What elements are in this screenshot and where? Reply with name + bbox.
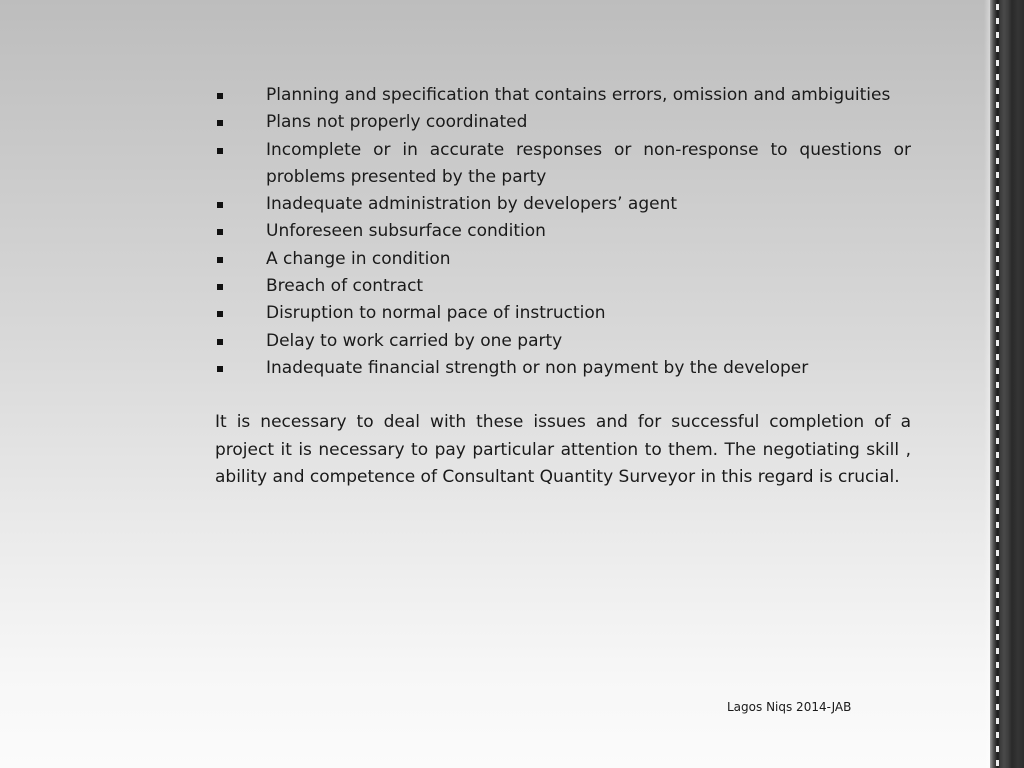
square-bullet-icon — [217, 120, 223, 126]
bullet-text: Inadequate financial strength or non payment by the developer — [266, 357, 809, 378]
film-strip-dash — [996, 242, 999, 248]
film-strip-dash — [996, 606, 999, 612]
square-bullet-icon — [217, 339, 223, 345]
film-strip-dash — [996, 550, 999, 556]
film-strip-dash — [996, 270, 999, 276]
film-strip-dash — [996, 578, 999, 584]
film-strip-dash — [996, 130, 999, 136]
square-bullet-icon — [217, 93, 223, 99]
square-bullet-icon — [217, 257, 223, 263]
film-strip-dash — [996, 32, 999, 38]
summary-paragraph: It is necessary to deal with these issues and for successful completion of a project it is necessary to pay particular attention to them. The negotiating skill , ability and competence of Consultant Quantity Surveyor in this regard is crucial. — [215, 412, 911, 487]
film-strip-dash — [996, 298, 999, 304]
film-strip-dash — [996, 564, 999, 570]
bullet-text: Delay to work carried by one party — [266, 330, 563, 351]
film-strip-dash — [996, 214, 999, 220]
film-strip-dash — [996, 452, 999, 458]
film-strip-dash — [996, 760, 999, 766]
film-strip-dash — [996, 354, 999, 360]
bullet-text: Inadequate administration by developers’ agent — [266, 194, 678, 215]
film-strip-dash — [996, 144, 999, 150]
film-strip-dash — [996, 634, 999, 640]
film-strip-border — [990, 0, 1024, 768]
film-strip-dash — [996, 508, 999, 514]
film-strip-dash — [996, 256, 999, 262]
film-strip-dash — [996, 494, 999, 500]
film-strip-dash — [996, 396, 999, 402]
film-strip-dash — [996, 18, 999, 24]
film-strip-dash — [996, 410, 999, 416]
bullet-item — [215, 109, 911, 136]
bullet-text: Incomplete or in accurate responses or non-response to questions or problems presented by the party — [266, 139, 911, 187]
film-strip-dash — [996, 676, 999, 682]
bullet-text: Disruption to normal pace of instruction — [266, 303, 606, 324]
bullet-item — [215, 218, 911, 245]
film-strip-dash — [996, 424, 999, 430]
film-strip-dash — [996, 284, 999, 290]
bullet-item — [215, 246, 911, 273]
film-strip-dash — [996, 690, 999, 696]
square-bullet-icon — [217, 311, 223, 317]
bullet-item — [215, 300, 911, 327]
film-strip-dash — [996, 340, 999, 346]
bullet-item — [215, 328, 911, 355]
bullet-text: Plans not properly coordinated — [266, 112, 528, 133]
film-strip-dash — [996, 718, 999, 724]
film-strip-dash — [996, 536, 999, 542]
bullet-item — [215, 273, 911, 300]
film-strip-dash — [996, 46, 999, 52]
square-bullet-icon — [217, 284, 223, 290]
square-bullet-icon — [217, 366, 223, 372]
film-strip-dash — [996, 326, 999, 332]
film-strip-dash — [996, 74, 999, 80]
square-bullet-icon — [217, 229, 223, 235]
film-strip-dash — [996, 620, 999, 626]
film-strip-dash — [996, 158, 999, 164]
film-strip-dash — [996, 200, 999, 206]
film-strip-dash — [996, 648, 999, 654]
film-strip-dash — [996, 592, 999, 598]
film-strip-dash — [996, 60, 999, 66]
film-strip-dash — [996, 746, 999, 752]
bullet-item — [215, 191, 911, 218]
film-strip-dash — [996, 382, 999, 388]
film-strip-dash — [996, 662, 999, 668]
film-strip-dash — [996, 4, 999, 10]
film-strip-dash — [996, 88, 999, 94]
film-strip-dash — [996, 704, 999, 710]
film-strip-dash — [996, 732, 999, 738]
film-strip-dash — [996, 466, 999, 472]
bullet-item — [215, 355, 911, 382]
film-strip-dash — [996, 438, 999, 444]
bullet-text: Breach of contract — [266, 276, 424, 297]
bullet-text: Unforeseen subsurface condition — [266, 221, 546, 242]
bullet-item — [215, 82, 911, 109]
slide-footer: Lagos Niqs 2014-JAB — [727, 700, 852, 714]
film-strip-dash — [996, 186, 999, 192]
film-strip-dash — [996, 172, 999, 178]
bullet-item — [215, 137, 911, 192]
bullet-text: A change in condition — [266, 248, 451, 269]
film-strip-dash — [996, 522, 999, 528]
film-strip-dash — [996, 102, 999, 108]
bullet-text: Planning and specification that contains errors, omission and ambiguities — [266, 85, 891, 105]
film-strip-dash — [996, 480, 999, 486]
square-bullet-icon — [217, 202, 223, 208]
film-strip-dash — [996, 228, 999, 234]
slide-content — [215, 82, 911, 491]
film-strip-dash — [996, 312, 999, 318]
bullet-list — [215, 82, 911, 382]
film-strip-dash — [996, 116, 999, 122]
film-strip-dash — [996, 368, 999, 374]
square-bullet-icon — [217, 148, 223, 154]
